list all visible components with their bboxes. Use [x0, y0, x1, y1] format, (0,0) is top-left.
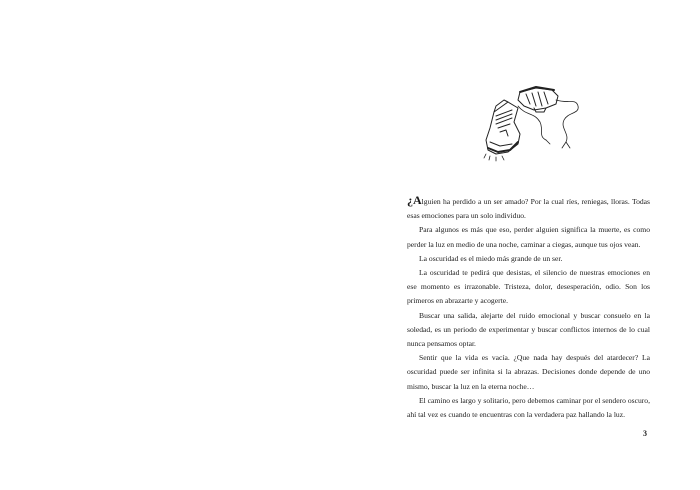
paragraph: Para algunos es más que eso, perder alguien significa la muerte, es como perder la luz en medio de una noche, caminar a ciegas, aunque tus ojos vean. [407, 225, 650, 249]
paragraph-text: lguien ha perdido a un ser amado? Por la cual ríes, reniegas, lloras. Todas esas emociones para un solo individuo. [407, 197, 650, 221]
paragraph: Buscar una salida, alejarte del ruido emocional y buscar consuelo en la soledad, es un periodo de experimentar y buscar conflictos internos de lo cual nunca pensamos optar. [407, 310, 650, 349]
paragraph: Sentir que la vida es vacía. ¿Que nada hay después del atardecer? La oscuridad puede ser infinita si la abrazas. Decisiones donde depende de uno mismo, buscar la luz en la eterna noche… [407, 353, 650, 391]
right-sneaker-icon [518, 87, 558, 112]
paragraph [407, 195, 650, 223]
paragraph: La oscuridad te pedirá que desistas, el silencio de nuestras emociones en ese momento es irrazonable. Tristeza, dolor, desesperación, odio. Son los primeros en abrazarte y acogerte. [407, 268, 650, 306]
paragraph: El camino es largo y solitario, pero debemos caminar por el sendero oscuro, ahí tal vez es cuando te encuentras con la verdadera paz hallando la luz. [407, 395, 650, 420]
left-sneaker-icon [484, 100, 520, 161]
paragraph: La oscuridad es el miedo más grande de un ser. [419, 253, 563, 263]
page-number: 3 [643, 429, 647, 438]
body-text [407, 195, 650, 422]
sneakers-illustration [474, 82, 586, 164]
drop-cap: ¿A [407, 193, 422, 207]
